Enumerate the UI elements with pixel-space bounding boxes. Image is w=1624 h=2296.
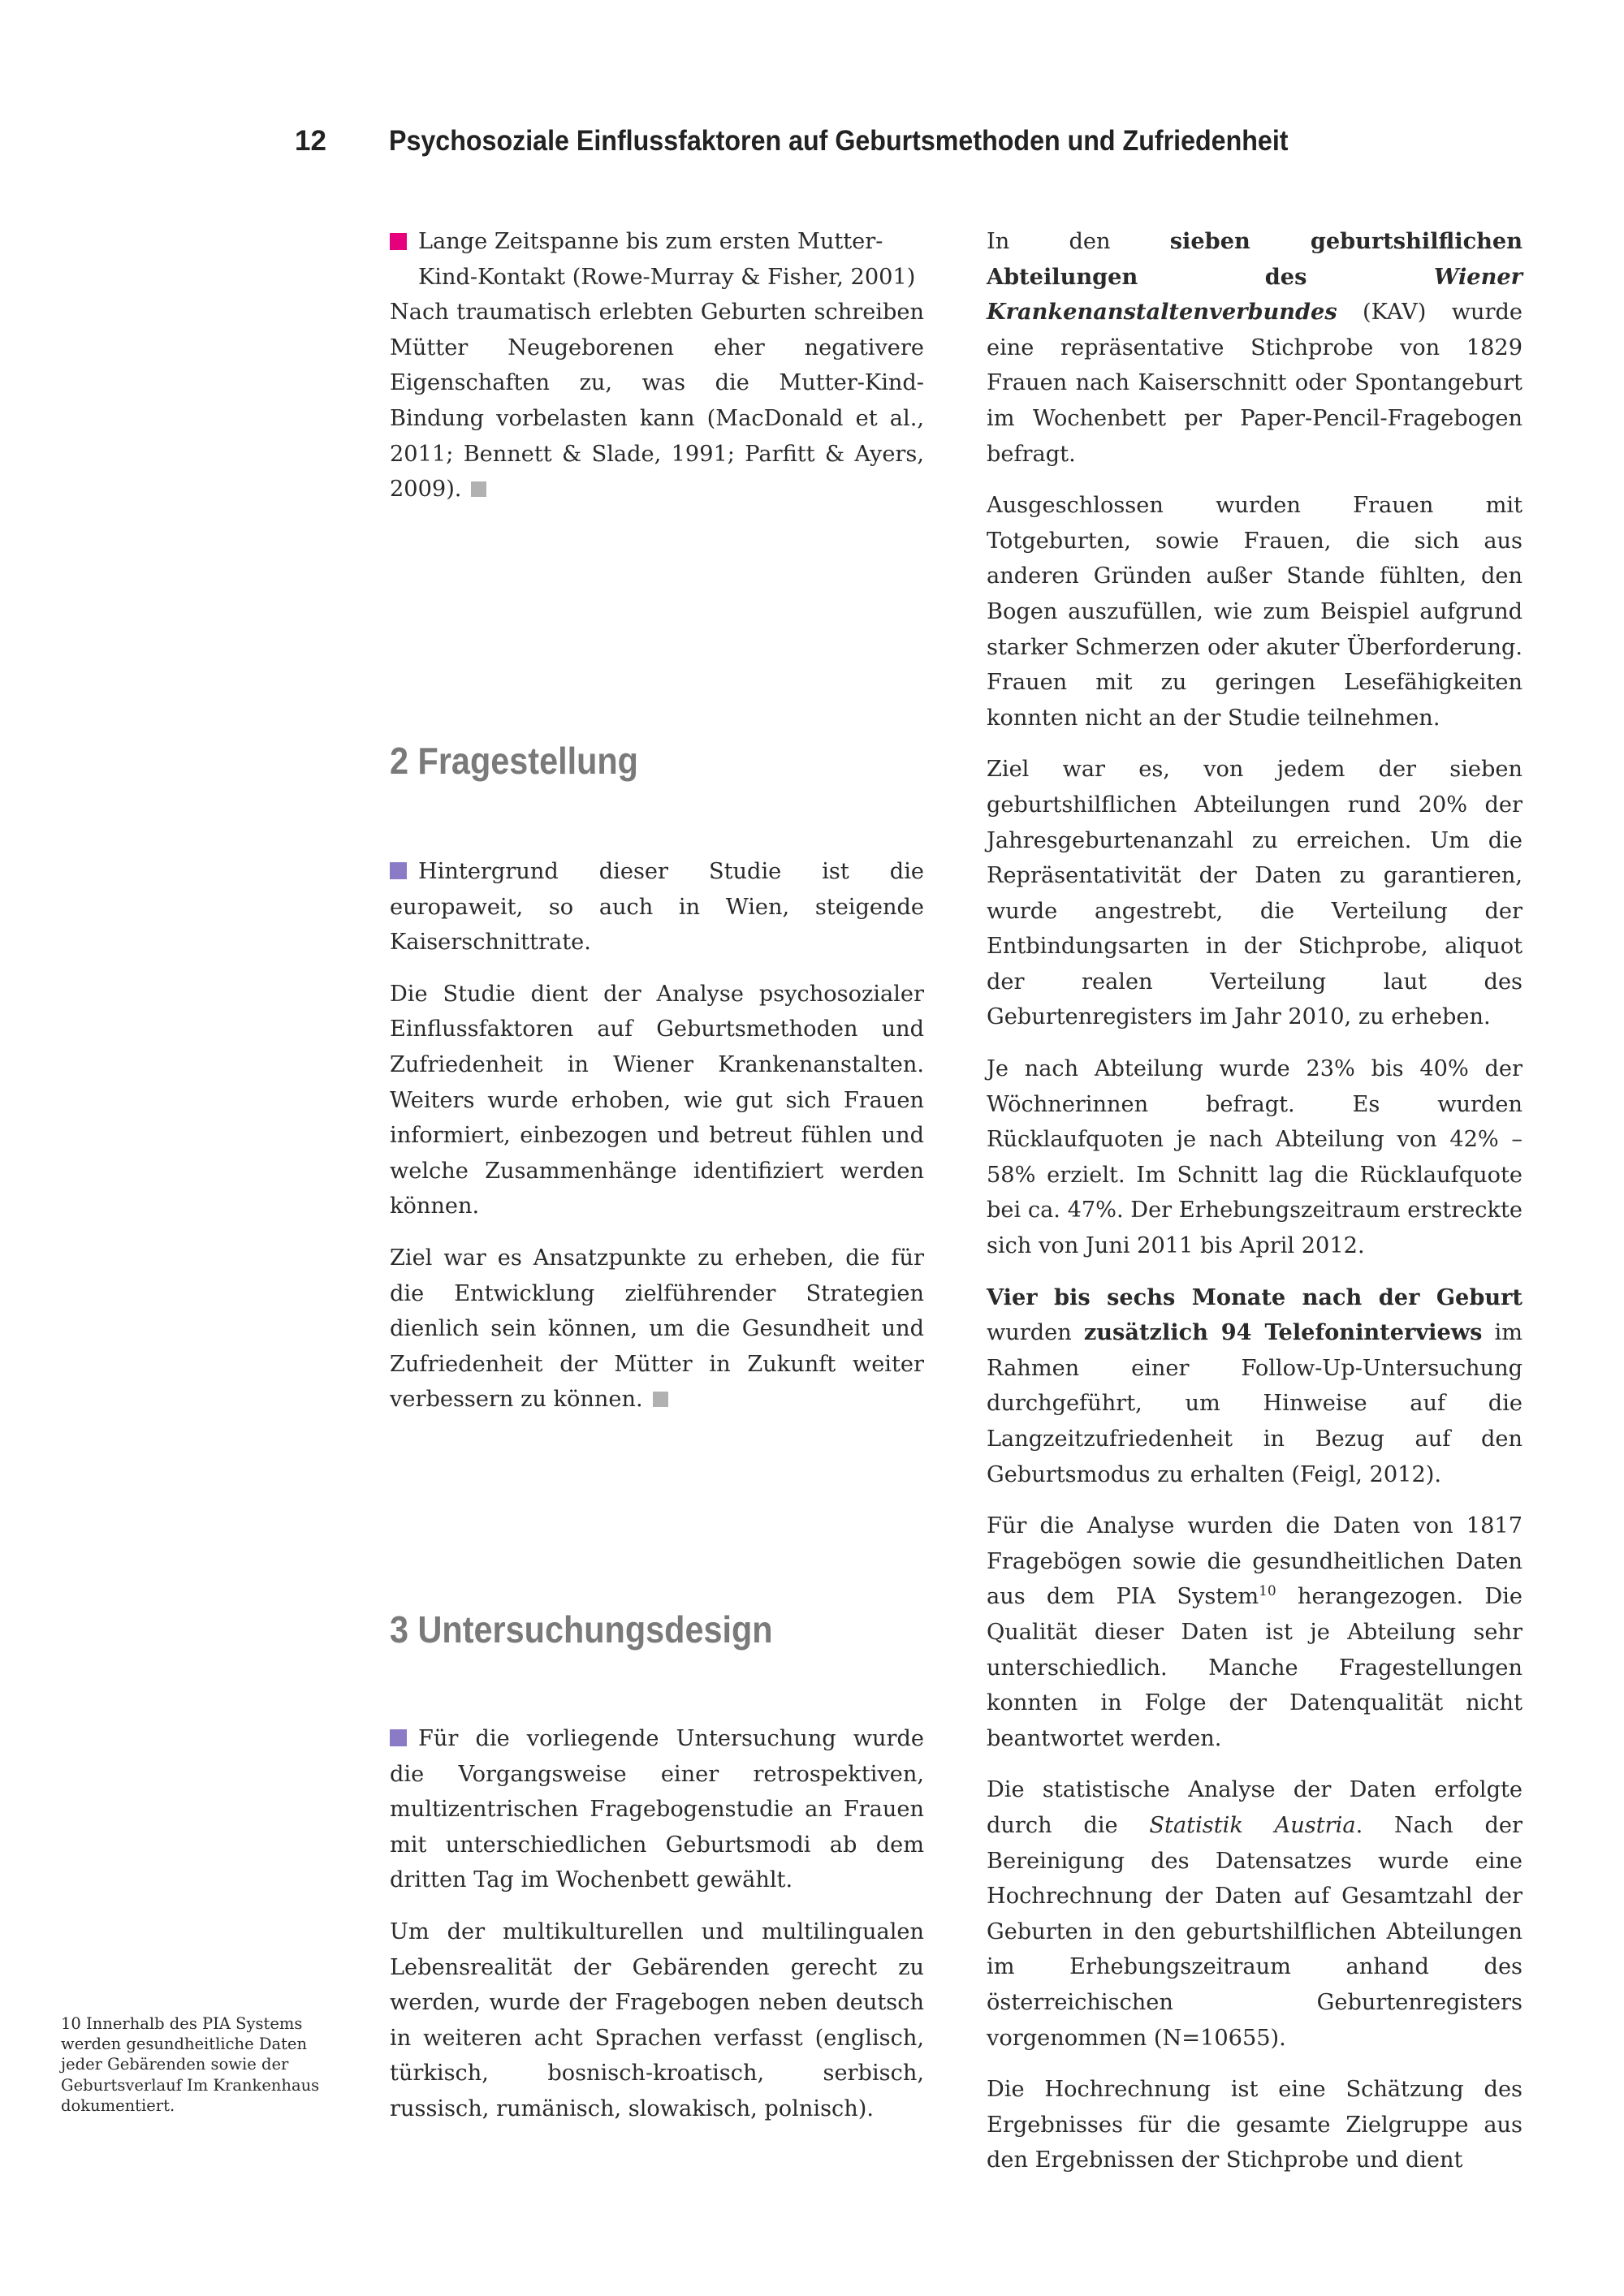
left-column-top [390, 224, 924, 507]
purple-square-bullet-icon [390, 1729, 407, 1746]
footnote: 10 Innerhalb des PIA Systems werden gesundheitliche Daten jeder Gebärenden sowie der Geburtsverlauf Im Krankenhaus dokumentiert. [61, 2014, 320, 2115]
paragraph: In den sieben geburtshilflichen Abteilungen des Wiener Krankenanstaltenverbundes (KAV) wurde eine repräsentative Stichprobe von 1829 Frauen nach Kaiserschnitt oder Spontangeburt im Wochenbett per Paper-Pencil-Fragebogen befragt. [987, 228, 1522, 467]
section-2-body [390, 854, 924, 1418]
paragraph: Die Studie dient der Analyse psychosozialer Einflussfaktoren auf Geburtsmethoden und Zufriedenheit in Wiener Krankenanstalten. Weiters wurde erhoben, wie gut sich Frauen informiert, einbezogen und betreut fühlen und welche Zusammenhänge identifiziert werden können. [390, 981, 924, 1219]
running-title: Psychosoziale Einflussfaktoren auf Geburtsmethoden und Zufriedenheit [389, 125, 1289, 157]
paragraph: Für die vorliegende Untersuchung wurde die Vorgangsweise einer retrospektiven, multizentrischen Fragebogenstudie an Frauen mit unterschiedlichen Geburtsmodi ab dem dritten Tag im Wochenbett gewählt. [390, 1726, 924, 1893]
paragraph: Ziel war es, von jedem der sieben geburtshilflichen Abteilungen rund 20% der Jahresgeburtenanzahl zu erreichen. Um die Repräsentativität der Daten zu garantieren, wurde angestrebt, die Verteilung der Entbindungsarten in der Stichprobe, aliquot der realen Verteilung laut des Geburtenregisters im Jahr 2010, zu erheben. [987, 757, 1522, 1030]
section-heading-untersuchungsdesign: 3 Untersuchungsdesign [390, 1608, 773, 1651]
paragraph: Die Hochrechnung ist eine Schätzung des Ergebnisses für die gesamte Zielgruppe aus den Ergebnissen der Stichprobe und dient [987, 2077, 1522, 2173]
paragraph: Hintergrund dieser Studie ist die europaweit, so auch in Wien, steigende Kaiserschnittrate. [390, 859, 924, 956]
purple-square-bullet-icon [390, 862, 407, 879]
section-heading-fragestellung: 2 Fragestellung [390, 740, 638, 782]
right-column [987, 224, 1522, 2178]
paragraph: Je nach Abteilung wurde 23% bis 40% der Wöchnerinnen befragt. Es wurden Rücklaufquoten je nach Abteilung von 42% – 58% erzielt. Im Schnitt lag die Rücklaufquote bei ca. 47%. Der Erhebungszeitraum erstreckte sich von Juni 2011 bis April 2012. [987, 1056, 1522, 1259]
paragraph: Für die Analyse wurden die Daten von 1817 Fragebögen sowie die gesundheitlichen Daten aus dem PIA System$^{10}$ herangezogen. Die Qualität dieser Daten ist je Abteilung sehr unterschiedlich. Manche Fragestellungen konnten in Folge der Datenqualität nicht beantwortet werden. [987, 1513, 1522, 1751]
end-of-section-square-icon [471, 481, 486, 497]
paragraph: Ausgeschlossen wurden Frauen mit Totgeburten, sowie Frauen, die sich aus anderen Gründen außer Stande fühlten, den Bogen auszufüllen, wie zum Beispiel aufgrund starker Schmerzen oder akuter Überforderung. Frauen mit zu geringen Lesefähigkeiten konnten nicht an der Studie teilnehmen. [987, 493, 1522, 731]
bullet-text: Lange Zeitspanne bis zum ersten Mutter-Kind-Kontakt (Rowe-Murray & Fisher, 2001) [418, 229, 916, 290]
section-3-body [390, 1721, 924, 2127]
paragraph: Die statistische Analyse der Daten erfolgte durch die Statistik Austria. Nach der Bereinigung des Datensatzes wurde eine Hochrechnung der Daten auf Gesamtzahl der Geburten in den geburtshilflichen Abteilungen im Erhebungszeitraum anhand des österreichischen Geburtenregisters vorgenommen (N=10655). [987, 1777, 1523, 2051]
paragraph: Vier bis sechs Monate nach der Geburt wurden zusätzlich 94 Telefoninterviews im Rahmen einer Follow-Up-Untersuchung durchgeführt, um Hinweise auf die Langzeitzufriedenheit in Bezug auf den Geburtsmodus zu erhalten (Feigl, 2012). [987, 1284, 1522, 1487]
footnote-reference[interactable]: 10 [1259, 1583, 1276, 1600]
paragraph: Ziel war es Ansatzpunkte zu erheben, die für die Entwicklung zielführender Strategien dienlich sein können, um die Gesundheit und Zufriedenheit der Mütter in Zukunft weiter verbessern zu können. [390, 1245, 924, 1413]
page-header [295, 125, 1497, 169]
page-number: 12 [295, 125, 326, 157]
paragraph: Um der multikulturellen und multilingualen Lebensrealität der Gebärenden gerecht zu werden, wurde der Fragebogen neben deutsch in weiteren acht Sprachen verfasst (englisch, türkisch, bosnisch-kroatisch, serbisch, russisch, rumänisch, slowakisch, polnisch). [390, 1918, 924, 2121]
bullet-item [390, 224, 924, 295]
pink-square-bullet-icon [390, 233, 407, 250]
end-of-section-square-icon [653, 1392, 668, 1407]
paragraph: Nach traumatisch erlebten Geburten schreiben Mütter Neugeborenen eher negativere Eigenschaften zu, was die Mutter-Kind-Bindung vorbelasten kann (MacDonald et al., 2011; Bennett & Slade, 1991; Parfitt & Ayers, 2009). [390, 300, 924, 503]
